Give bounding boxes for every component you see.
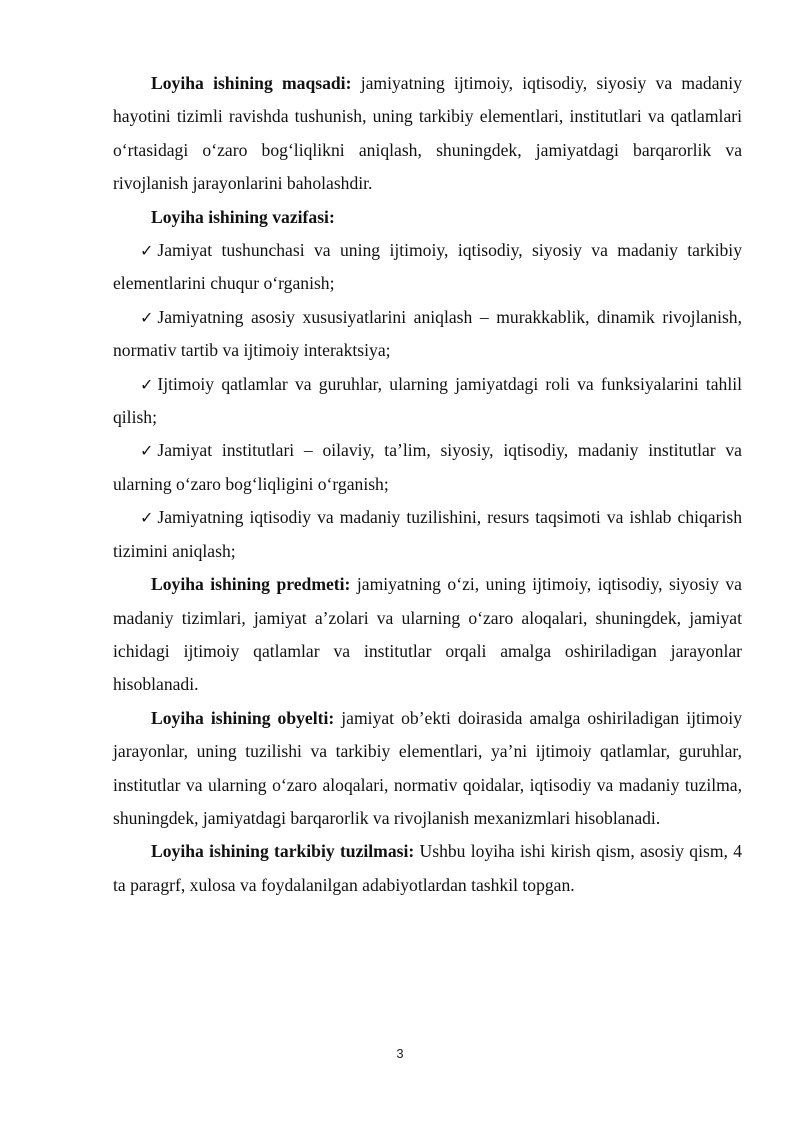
object-text: jamiyat ob’ekti doirasida amalga oshiriladigan ijtimoiy jarayonlar, uning tuzilishi va tarkibiy elementlari, ya’ni ijtimoiy qatlamlar, guruhlar, institutlar va ularning o‘zaro aloqalari, normativ qoidalar, iqtisodiy va madaniy tuzilma, shuningdek, jamiyatdagi barqarorlik va rivojlanish mexanizmlari hisoblanadi. (113, 707, 742, 828)
task-item-text: Jamiyatning iqtisodiy va madaniy tuzilishini, resurs taqsimoti va ishlab chiqarish tizimini aniqlash; (113, 507, 742, 561)
checkmark-icon: ✓ (140, 307, 154, 327)
task-item-text: Jamiyatning asosiy xususiyatlarini aniqlash – murakkablik, dinamik rivojlanish, normativ tartib va ijtimoiy interaktsiya; (113, 306, 742, 361)
task-item-text: Jamiyat institutlari – oilaviy, ta’lim, siyosiy, iqtisodiy, madaniy institutlar va ularning o‘zaro bog‘liqligini o‘rganish; (113, 440, 742, 494)
task-item-4 (113, 434, 742, 501)
tasks-heading: Loyiha ishining vazifasi: (151, 206, 335, 227)
task-item-text: Jamiyat tushunchasi va uning ijtimoiy, iqtisodiy, siyosiy va madaniy tarkibiy elementlarini chuqur o‘rganish; (113, 240, 742, 294)
subject-label: Loyiha ishining predmeti: (151, 574, 351, 595)
checkmark-icon: ✓ (140, 241, 154, 261)
structure-paragraph (113, 835, 742, 902)
goal-label: Loyiha ishining maqsadi: (151, 73, 352, 93)
checkmark-icon: ✓ (140, 374, 154, 394)
object-paragraph (113, 702, 742, 836)
checkmark-icon: ✓ (140, 508, 154, 528)
checkmark-icon: ✓ (140, 441, 154, 461)
task-item-3 (113, 368, 742, 435)
goal-text: jamiyatning ijtimoiy, iqtisodiy, siyosiy va madaniy hayotini tizimli ravishda tushunish, uning tarkibiy elementlari, institutlari va qatlamlari o‘rtasidagi o‘zaro bog‘liqlikni aniqlash, shuningdek, jamiyatdagi barqarorlik va rivojlanish jarayonlarini baholashdir. (113, 73, 742, 194)
structure-text: Ushbu loyiha ishi kirish qism, asosiy qism, 4 ta paragrf, xulosa va foydalanilgan adabiyotlardan tashkil topgan. (113, 841, 742, 895)
subject-paragraph (113, 568, 742, 702)
task-item-5 (113, 501, 742, 568)
task-item-2 (113, 301, 742, 368)
document-page (113, 67, 742, 902)
page-number: 3 (396, 1046, 404, 1061)
structure-label: Loyiha ishining tarkibiy tuzilmasi: (151, 841, 415, 862)
task-item-1 (113, 234, 742, 301)
task-item-text: Ijtimoiy qatlamlar va guruhlar, ularning jamiyatdagi roli va funksiyalarini tahlil qilish; (113, 373, 742, 428)
object-label: Loyiha ishining obyelti: (151, 707, 335, 728)
subject-text: jamiyatning o‘zi, uning ijtimoiy, iqtisodiy, siyosiy va madaniy tizimlari, jamiyat a’zolari va ularning o‘zaro aloqalari, shuningdek, jamiyat ichidagi ijtimoiy qatlamlar va institutlar orqali amalga oshiriladigan jarayonlar hisoblanadi. (113, 574, 742, 695)
goal-paragraph (113, 67, 742, 201)
